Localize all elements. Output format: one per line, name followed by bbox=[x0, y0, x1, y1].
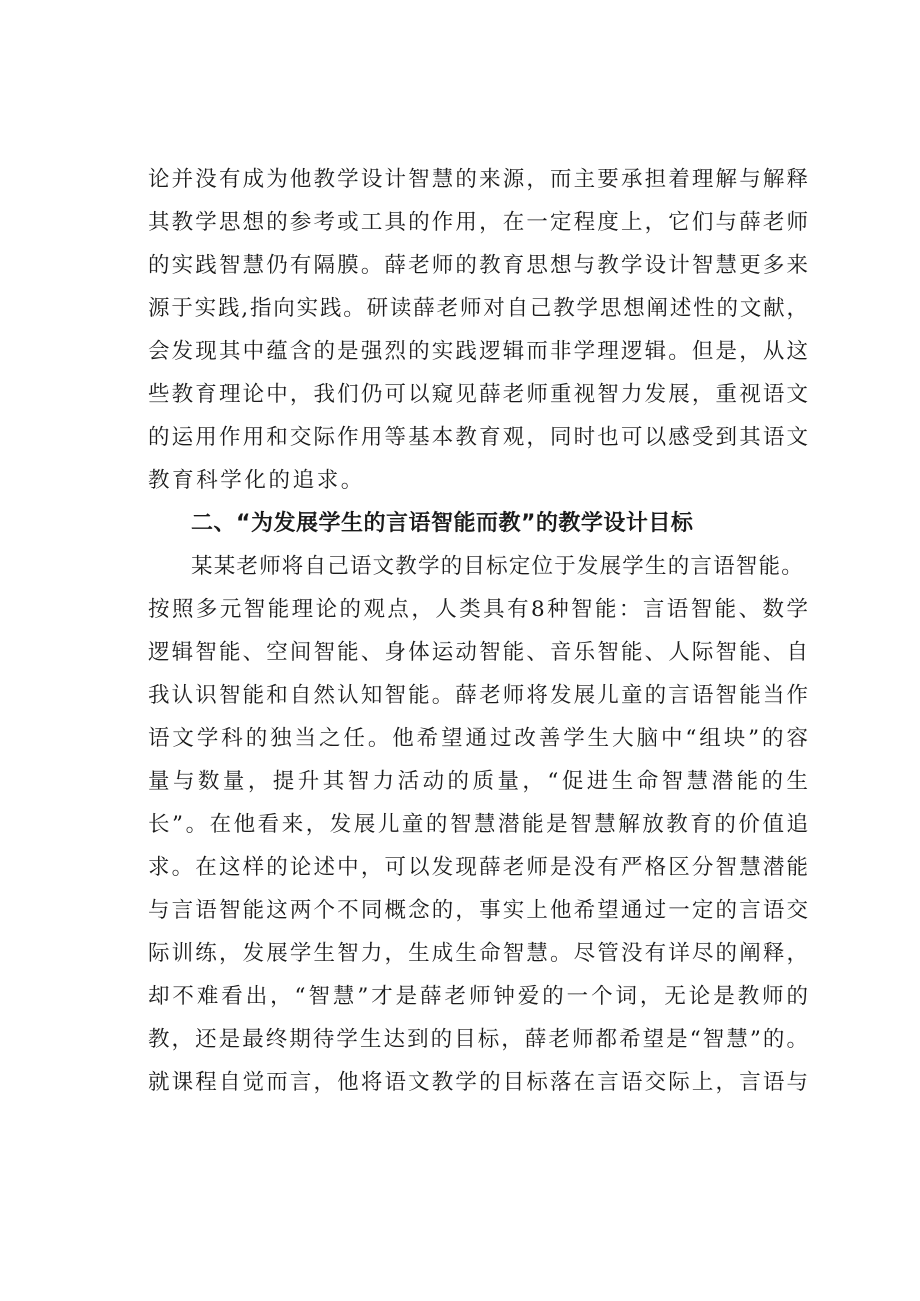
text-line: 某某老师将自己语文教学的目标定位于发展学生的言语智能。 bbox=[191, 554, 804, 579]
text-line: 与言语智能这两个不同概念的，事实上他希望通过一定的言语交 bbox=[148, 898, 808, 923]
text-line: 求。在这样的论述中，可以发现薛老师是没有严格区分智慧潜能 bbox=[148, 855, 808, 880]
text-line: 的运用作用和交际作用等基本教育观，同时也可以感受到其语文 bbox=[148, 425, 808, 450]
paragraph-continuation bbox=[148, 158, 808, 502]
text-line: 会发现其中蕴含的是强烈的实践逻辑而非学理逻辑。但是，从这 bbox=[148, 339, 808, 364]
text-line: 却不难看出，“智慧”才是薛老师钟爱的一个词，无论是教师的 bbox=[148, 984, 808, 1009]
text-line: 源于实践,指向实践。研读薛老师对自己教学思想阐述性的文献， bbox=[148, 296, 808, 321]
text-line: 量与数量，提升其智力活动的质量，“促进生命智慧潜能的生 bbox=[148, 769, 808, 794]
text-line: 际训练，发展学生智力，生成生命智慧。尽管没有详尽的阐释， bbox=[148, 941, 808, 966]
text-line: 论并没有成为他教学设计智慧的来源，而主要承担着理解与解释 bbox=[148, 167, 808, 192]
section-heading-text: 二、“为发展学生的言语智能而教”的教学设计目标 bbox=[191, 511, 694, 536]
text-line: 语文学科的独当之任。他希望通过改善学生大脑中“组块”的容 bbox=[148, 726, 808, 751]
text-line: 其教学思想的参考或工具的作用，在一定程度上，它们与薛老师 bbox=[148, 210, 808, 235]
text-line: 教育科学化的追求。 bbox=[148, 468, 365, 493]
text-line: 逻辑智能、空间智能、身体运动智能、音乐智能、人际智能、自 bbox=[148, 640, 808, 665]
paragraph-body bbox=[148, 545, 808, 1104]
text-line: 些教育理论中，我们仍可以窥见薛老师重视智力发展，重视语文 bbox=[148, 382, 808, 407]
text-line: 的实践智慧仍有隔膜。薛老师的教育思想与教学设计智慧更多来 bbox=[148, 253, 808, 278]
section-heading bbox=[148, 502, 808, 545]
text-line: 长”。在他看来，发展儿童的智慧潜能是智慧解放教育的价值追 bbox=[148, 812, 808, 837]
text-line: 我认识智能和自然认知智能。薛老师将发展儿童的言语智能当作 bbox=[148, 683, 808, 708]
text-line: 按照多元智能理论的观点，人类具有8种智能：言语智能、数学 bbox=[148, 597, 808, 622]
text-line: 教，还是最终期待学生达到的目标，薛老师都希望是“智慧”的。 bbox=[148, 1027, 808, 1052]
text-line: 就课程自觉而言，他将语文教学的目标落在言语交际上，言语与 bbox=[148, 1070, 808, 1095]
